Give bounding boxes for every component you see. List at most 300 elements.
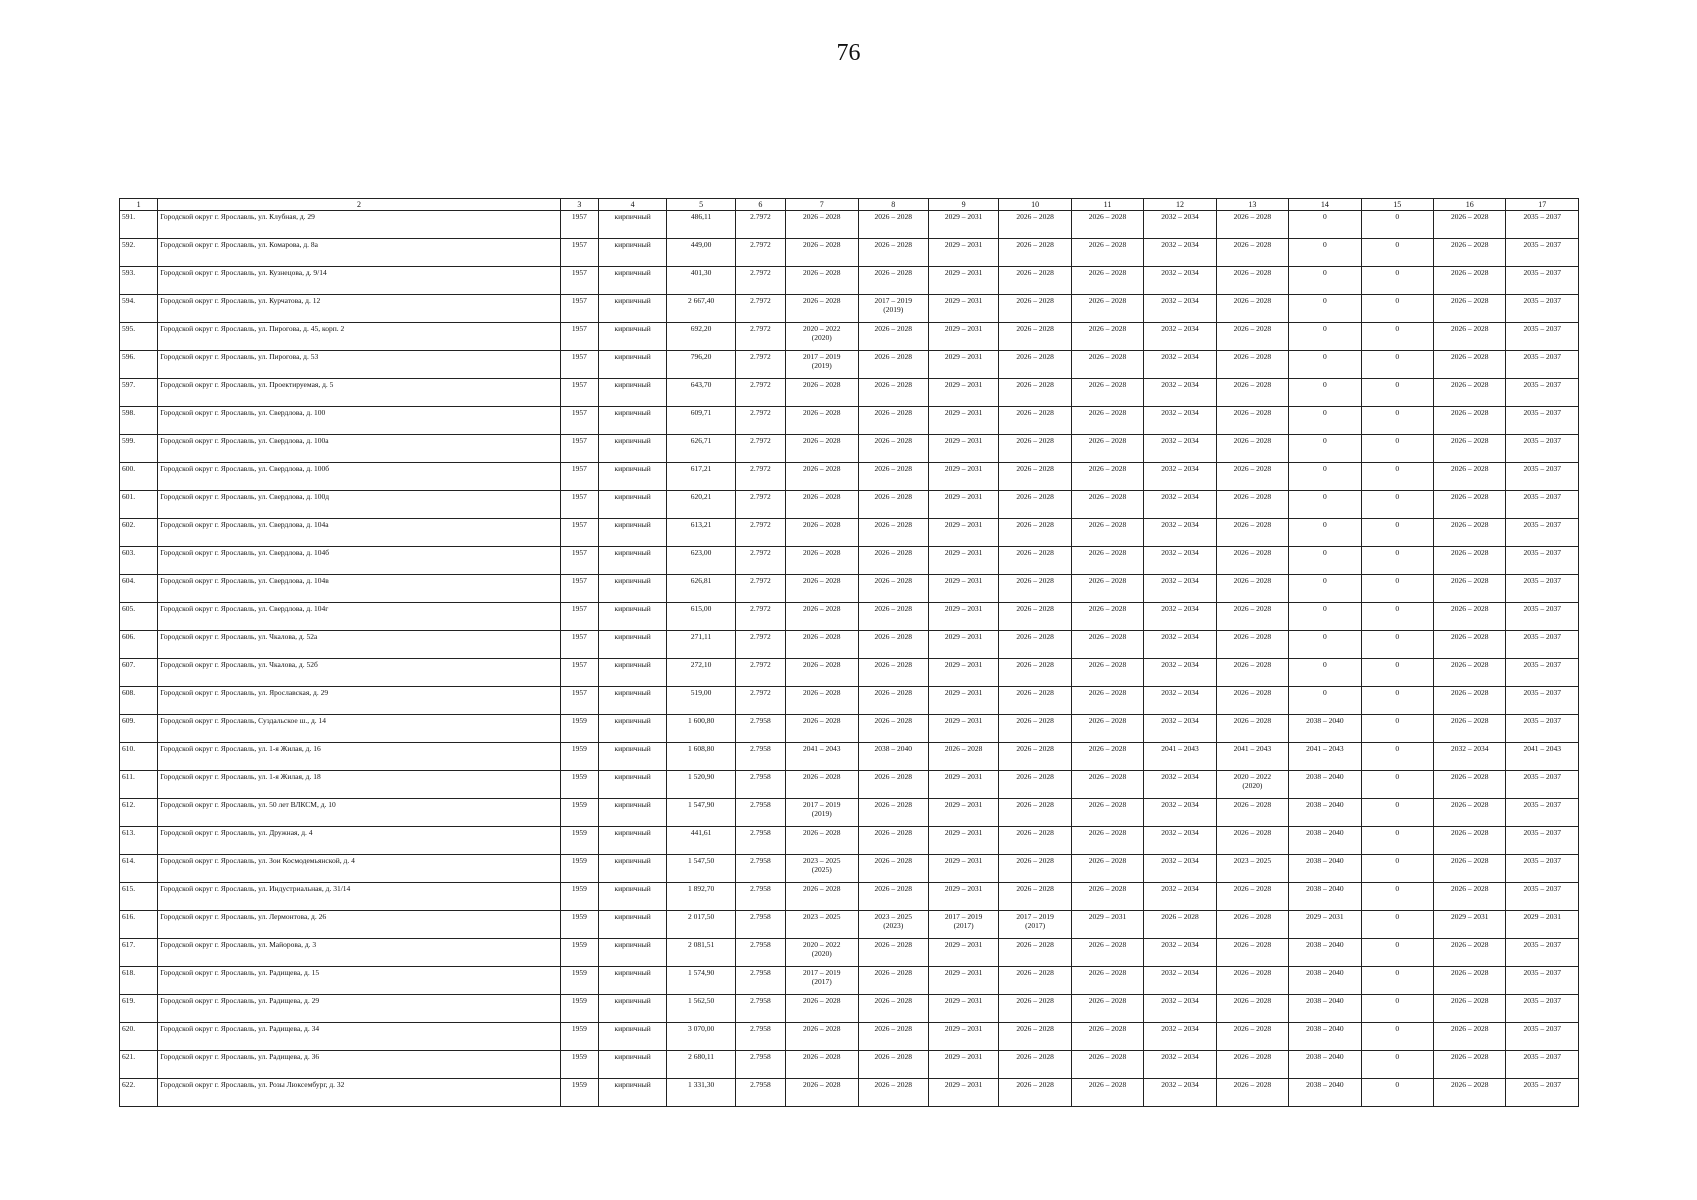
cell-value: 1959 xyxy=(571,828,587,837)
address-cell xyxy=(158,911,560,939)
cell-value: кирпичный xyxy=(614,660,651,669)
col11-cell xyxy=(1071,967,1143,995)
cell-value: 2026 – 2028 xyxy=(803,1080,841,1089)
col8-cell xyxy=(858,715,928,743)
cell-value: 2026 – 2028 xyxy=(1088,324,1127,333)
cell-value: кирпичный xyxy=(614,352,651,361)
cell-value: кирпичный xyxy=(614,408,651,417)
col13-cell xyxy=(1216,855,1288,883)
col16-cell xyxy=(1433,715,1505,743)
cell-value: 2.7972 xyxy=(750,268,771,277)
col11-cell xyxy=(1071,939,1143,967)
area-cell xyxy=(667,379,735,407)
cell-value: 1959 xyxy=(571,800,587,809)
coefficient-cell xyxy=(735,239,785,267)
material-cell xyxy=(598,967,666,995)
address-cell xyxy=(158,547,560,575)
cell-value: 0 xyxy=(1395,884,1400,893)
cell-value: 0 xyxy=(1322,436,1327,445)
col15-cell xyxy=(1361,1023,1433,1051)
address-cell xyxy=(158,379,560,407)
area-cell xyxy=(667,631,735,659)
table-row xyxy=(120,995,1579,1023)
col9-cell xyxy=(928,575,998,603)
col9-cell xyxy=(928,855,998,883)
col13-cell xyxy=(1216,295,1288,323)
cell-value: 2032 – 2034 xyxy=(1161,632,1199,641)
col17-cell xyxy=(1506,1079,1579,1107)
address-cell xyxy=(158,967,560,995)
cell-value: 2 017,50 xyxy=(687,912,715,921)
address-cell xyxy=(158,295,560,323)
cell-value: 593. xyxy=(122,268,136,277)
col10-cell xyxy=(999,771,1071,799)
row-number-cell xyxy=(120,267,158,295)
cell-value: 2035 – 2037 xyxy=(1523,520,1561,529)
col16-cell xyxy=(1433,995,1505,1023)
cell-value: 2026 – 2028 xyxy=(1450,968,1489,977)
cell-value: 2026 – 2028 xyxy=(1450,1024,1489,1033)
cell-value: 0 xyxy=(1395,604,1400,613)
cell-value: 2026 – 2028 xyxy=(1088,268,1127,277)
col10-cell xyxy=(999,687,1071,715)
year-cell xyxy=(560,855,598,883)
col12-cell xyxy=(1144,519,1216,547)
cell-value: 2.7972 xyxy=(750,464,771,473)
coefficient-cell xyxy=(735,855,785,883)
col12-cell xyxy=(1144,687,1216,715)
table-row xyxy=(120,911,1579,939)
cell-value: 2029 – 2031 xyxy=(944,688,983,697)
cell-value: 2026 – 2028 xyxy=(1233,464,1272,473)
cell-value: 519,00 xyxy=(690,688,712,697)
cell-value: 2032 – 2034 xyxy=(1161,576,1199,585)
cell-value: 2026 – 2028 xyxy=(1233,688,1272,697)
cell-value: 2026 – 2028 xyxy=(1450,380,1489,389)
col9-cell xyxy=(928,211,998,239)
cell-value: Городской округ г. Ярославль, ул. 1-я Жилая, д. 16 xyxy=(160,744,321,753)
cell-value: 2026 – 2028 xyxy=(1450,632,1489,641)
cell-value: кирпичный xyxy=(614,632,651,641)
col9-cell xyxy=(928,351,998,379)
material-cell xyxy=(598,407,666,435)
col11-cell xyxy=(1071,463,1143,491)
col16-cell xyxy=(1433,379,1505,407)
cell-value: 622. xyxy=(122,1080,136,1089)
col11-cell xyxy=(1071,351,1143,379)
cell-value: 617,21 xyxy=(690,464,712,473)
col12-cell xyxy=(1144,323,1216,351)
cell-value: 2041 – 2043 xyxy=(1161,744,1199,753)
year-cell xyxy=(560,631,598,659)
cell-value: 623,00 xyxy=(690,548,712,557)
col12-cell xyxy=(1144,211,1216,239)
table-row xyxy=(120,239,1579,267)
cell-value: 2026 – 2028 xyxy=(874,1052,912,1061)
row-number-cell xyxy=(120,435,158,463)
cell-value: 2035 – 2037 xyxy=(1523,1080,1561,1089)
year-cell xyxy=(560,687,598,715)
col16-cell xyxy=(1433,743,1505,771)
col11-cell xyxy=(1071,855,1143,883)
col15-cell xyxy=(1361,575,1433,603)
cell-value: 2026 – 2028 xyxy=(1450,772,1489,781)
cell-value: 0 xyxy=(1395,436,1400,445)
cell-value: 1957 xyxy=(571,436,587,445)
col15-cell xyxy=(1361,995,1433,1023)
material-cell xyxy=(598,659,666,687)
col13-cell xyxy=(1216,1023,1288,1051)
cell-value: 2032 – 2034 xyxy=(1161,688,1199,697)
cell-value: 2026 – 2028 xyxy=(1088,1024,1127,1033)
cell-value: 2026 – 2028 xyxy=(803,296,841,305)
cell-value: 2038 – 2040 xyxy=(1306,800,1344,809)
col7-cell xyxy=(786,519,858,547)
row-number-cell xyxy=(120,239,158,267)
cell-value: 2026 – 2028 xyxy=(1088,464,1127,473)
col7-cell xyxy=(786,323,858,351)
cell-value: 2026 – 2028 xyxy=(1016,212,1054,221)
cell-value: 2026 – 2028 xyxy=(1233,604,1272,613)
col15-cell xyxy=(1361,547,1433,575)
cell-value: Городской округ г. Ярославль, ул. Зои Космодемьянской, д. 4 xyxy=(160,856,355,865)
cell-value: Городской округ г. Ярославль, ул. Клубная, д. 29 xyxy=(160,212,315,221)
cell-value: 2032 – 2034 xyxy=(1161,828,1199,837)
col16-cell xyxy=(1433,463,1505,491)
cell-value: 1 562,50 xyxy=(687,996,715,1005)
col7-cell xyxy=(786,1023,858,1051)
year-cell xyxy=(560,435,598,463)
col12-cell xyxy=(1144,1079,1216,1107)
cell-value: 0 xyxy=(1395,212,1400,221)
col17-cell xyxy=(1506,519,1579,547)
col15-cell xyxy=(1361,491,1433,519)
area-cell xyxy=(667,435,735,463)
col15-cell xyxy=(1361,379,1433,407)
cell-value: 0 xyxy=(1395,1052,1400,1061)
col8-cell xyxy=(858,351,928,379)
col16-cell xyxy=(1433,351,1505,379)
col15-cell xyxy=(1361,939,1433,967)
area-cell xyxy=(667,1023,735,1051)
col8-cell xyxy=(858,1023,928,1051)
col11-cell xyxy=(1071,771,1143,799)
cell-value: 2026 – 2028 xyxy=(1233,520,1272,529)
cell-note: (2019) xyxy=(811,361,832,370)
cell-value: 2026 – 2028 xyxy=(1016,1024,1054,1033)
col15-cell xyxy=(1361,827,1433,855)
cell-value: 2026 – 2028 xyxy=(1450,520,1489,529)
area-cell xyxy=(667,575,735,603)
col16-cell xyxy=(1433,1079,1505,1107)
cell-value: 0 xyxy=(1322,380,1327,389)
col10-cell xyxy=(999,1023,1071,1051)
cell-value: 594. xyxy=(122,296,136,305)
col7-cell xyxy=(786,435,858,463)
table-row xyxy=(120,1051,1579,1079)
cell-value: 2032 – 2034 xyxy=(1161,968,1199,977)
address-cell xyxy=(158,323,560,351)
col8-cell xyxy=(858,659,928,687)
cell-value: 2035 – 2037 xyxy=(1523,240,1561,249)
year-cell xyxy=(560,491,598,519)
col9-cell xyxy=(928,659,998,687)
cell-value: 2038 – 2040 xyxy=(1306,856,1344,865)
cell-value: 2026 – 2028 xyxy=(1450,856,1489,865)
cell-value: 2026 – 2028 xyxy=(1016,996,1054,1005)
col9-cell xyxy=(928,799,998,827)
col16-cell xyxy=(1433,239,1505,267)
row-number-cell xyxy=(120,519,158,547)
column-number-cell: 8 xyxy=(858,199,928,211)
cell-value: 1957 xyxy=(571,632,587,641)
col17-cell xyxy=(1506,491,1579,519)
col17-cell xyxy=(1506,883,1579,911)
row-number-cell xyxy=(120,351,158,379)
cell-value: 0 xyxy=(1322,632,1327,641)
col16-cell xyxy=(1433,267,1505,295)
cell-value: 2026 – 2028 xyxy=(1450,828,1489,837)
col15-cell xyxy=(1361,631,1433,659)
cell-value: 2026 – 2028 xyxy=(1016,324,1054,333)
coefficient-cell xyxy=(735,547,785,575)
col15-cell xyxy=(1361,239,1433,267)
cell-value: кирпичный xyxy=(614,296,651,305)
col7-cell xyxy=(786,211,858,239)
cell-value: 2032 – 2034 xyxy=(1161,940,1199,949)
col9-cell xyxy=(928,743,998,771)
cell-value: 2026 – 2028 xyxy=(1016,492,1054,501)
col13-cell xyxy=(1216,631,1288,659)
col8-cell xyxy=(858,295,928,323)
cell-value: 2029 – 2031 xyxy=(944,436,983,445)
col15-cell xyxy=(1361,267,1433,295)
col10-cell xyxy=(999,827,1071,855)
cell-value: 0 xyxy=(1395,520,1400,529)
col12-cell xyxy=(1144,939,1216,967)
col12-cell xyxy=(1144,715,1216,743)
cell-value: 2029 – 2031 xyxy=(1306,912,1344,921)
material-cell xyxy=(598,351,666,379)
col11-cell xyxy=(1071,743,1143,771)
coefficient-cell xyxy=(735,687,785,715)
col7-cell xyxy=(786,351,858,379)
col13-cell xyxy=(1216,603,1288,631)
cell-value: 2026 – 2028 xyxy=(1450,352,1489,361)
cell-value: 2035 – 2037 xyxy=(1523,324,1561,333)
cell-value: 2026 – 2028 xyxy=(874,352,912,361)
cell-value: 2026 – 2028 xyxy=(1088,800,1127,809)
cell-value: 2026 – 2028 xyxy=(1088,688,1127,697)
col7-cell xyxy=(786,407,858,435)
col16-cell xyxy=(1433,659,1505,687)
cell-value: 2032 – 2034 xyxy=(1161,520,1199,529)
cell-value: 613,21 xyxy=(690,520,712,529)
col10-cell xyxy=(999,211,1071,239)
col16-cell xyxy=(1433,827,1505,855)
cell-value: 2032 – 2034 xyxy=(1450,744,1489,753)
row-number-cell xyxy=(120,295,158,323)
col15-cell xyxy=(1361,323,1433,351)
col7-cell xyxy=(786,939,858,967)
cell-note: (2020) xyxy=(811,949,832,958)
cell-value: 603. xyxy=(122,548,136,557)
cell-value: 2026 – 2028 xyxy=(1016,884,1054,893)
cell-value: 2026 – 2028 xyxy=(1233,296,1272,305)
cell-value: кирпичный xyxy=(614,548,651,557)
cell-value: 0 xyxy=(1322,212,1327,221)
cell-value: 2.7972 xyxy=(750,212,771,221)
col10-cell xyxy=(999,239,1071,267)
col7-cell xyxy=(786,715,858,743)
col13-cell xyxy=(1216,715,1288,743)
cell-value: 2026 – 2028 xyxy=(1450,1080,1489,1089)
cell-value: 1957 xyxy=(571,268,587,277)
cell-value: 2026 – 2028 xyxy=(1088,772,1127,781)
cell-value: 2029 – 2031 xyxy=(944,884,983,893)
col8-cell xyxy=(858,211,928,239)
col14-cell xyxy=(1289,211,1361,239)
coefficient-cell xyxy=(735,603,785,631)
material-cell xyxy=(598,603,666,631)
cell-value: 2035 – 2037 xyxy=(1523,296,1561,305)
col13-cell xyxy=(1216,771,1288,799)
cell-value: 0 xyxy=(1395,716,1400,725)
col16-cell xyxy=(1433,855,1505,883)
cell-value: 2032 – 2034 xyxy=(1161,436,1199,445)
cell-value: 2017 – 2019 xyxy=(944,912,983,921)
column-number-cell: 12 xyxy=(1144,199,1216,211)
cell-value: кирпичный xyxy=(614,772,651,781)
cell-value: 2026 – 2028 xyxy=(1016,464,1054,473)
cell-value: 2032 – 2034 xyxy=(1161,884,1199,893)
col12-cell xyxy=(1144,995,1216,1023)
cell-value: Городской округ г. Ярославль, ул. Лермонтова, д. 26 xyxy=(160,912,327,921)
col9-cell xyxy=(928,967,998,995)
col14-cell xyxy=(1289,295,1361,323)
cell-value: 2035 – 2037 xyxy=(1523,492,1561,501)
address-cell xyxy=(158,715,560,743)
cell-value: 2029 – 2031 xyxy=(944,1080,983,1089)
col10-cell xyxy=(999,463,1071,491)
col15-cell xyxy=(1361,435,1433,463)
cell-value: 2035 – 2037 xyxy=(1523,212,1561,221)
cell-value: 2026 – 2028 xyxy=(1088,576,1127,585)
area-cell xyxy=(667,995,735,1023)
area-cell xyxy=(667,295,735,323)
cell-value: 620,21 xyxy=(690,492,712,501)
cell-value: 1 600,80 xyxy=(687,716,715,725)
coefficient-cell xyxy=(735,575,785,603)
col11-cell xyxy=(1071,603,1143,631)
cell-value: 2.7972 xyxy=(750,380,771,389)
area-cell xyxy=(667,323,735,351)
cell-value: 621. xyxy=(122,1052,136,1061)
column-number-cell: 2 xyxy=(158,199,560,211)
table-row xyxy=(120,435,1579,463)
area-cell xyxy=(667,463,735,491)
cell-value: 2.7972 xyxy=(750,632,771,641)
cell-value: 626,81 xyxy=(690,576,712,585)
col15-cell xyxy=(1361,659,1433,687)
year-cell xyxy=(560,883,598,911)
address-cell xyxy=(158,799,560,827)
cell-value: 0 xyxy=(1322,548,1327,557)
row-number-cell xyxy=(120,547,158,575)
cell-value: кирпичный xyxy=(614,828,651,837)
cell-value: 2035 – 2037 xyxy=(1523,1024,1561,1033)
cell-value: 2029 – 2031 xyxy=(944,548,983,557)
col13-cell xyxy=(1216,967,1288,995)
cell-value: 2029 – 2031 xyxy=(944,772,983,781)
material-cell xyxy=(598,491,666,519)
cell-value: 2029 – 2031 xyxy=(944,380,983,389)
cell-value: 2026 – 2028 xyxy=(1450,324,1489,333)
cell-value: 1957 xyxy=(571,240,587,249)
column-number-cell: 15 xyxy=(1361,199,1433,211)
cell-value: 2026 – 2028 xyxy=(1233,240,1272,249)
cell-value: 2026 – 2028 xyxy=(1088,352,1127,361)
col8-cell xyxy=(858,743,928,771)
cell-value: 2.7958 xyxy=(750,744,771,753)
col14-cell xyxy=(1289,603,1361,631)
col17-cell xyxy=(1506,855,1579,883)
cell-value: 2.7958 xyxy=(750,1024,771,1033)
col14-cell xyxy=(1289,519,1361,547)
col9-cell xyxy=(928,1023,998,1051)
cell-value: 615. xyxy=(122,884,136,893)
cell-value: 2017 – 2019 xyxy=(1016,912,1054,921)
cell-value: 2026 – 2028 xyxy=(874,940,912,949)
cell-value: 619. xyxy=(122,996,136,1005)
cell-value: кирпичный xyxy=(614,492,651,501)
cell-value: 614. xyxy=(122,856,136,865)
col13-cell xyxy=(1216,323,1288,351)
cell-value: 2035 – 2037 xyxy=(1523,856,1561,865)
cell-value: 2026 – 2028 xyxy=(1016,408,1054,417)
cell-value: 2032 – 2034 xyxy=(1161,492,1199,501)
cell-value: 620. xyxy=(122,1024,136,1033)
address-cell xyxy=(158,827,560,855)
cell-value: 2026 – 2028 xyxy=(1233,1024,1272,1033)
cell-value: 2029 – 2031 xyxy=(944,520,983,529)
cell-value: 2035 – 2037 xyxy=(1523,268,1561,277)
address-cell xyxy=(158,239,560,267)
col8-cell xyxy=(858,323,928,351)
cell-value: 2032 – 2034 xyxy=(1161,660,1199,669)
col12-cell xyxy=(1144,799,1216,827)
col9-cell xyxy=(928,491,998,519)
cell-value: 0 xyxy=(1322,576,1327,585)
year-cell xyxy=(560,295,598,323)
cell-value: 2.7958 xyxy=(750,856,771,865)
col10-cell xyxy=(999,939,1071,967)
cell-value: 2035 – 2037 xyxy=(1523,800,1561,809)
cell-value: 1957 xyxy=(571,408,587,417)
material-cell xyxy=(598,939,666,967)
col15-cell xyxy=(1361,519,1433,547)
cell-value: 2029 – 2031 xyxy=(944,268,983,277)
col10-cell xyxy=(999,967,1071,995)
row-number-cell xyxy=(120,659,158,687)
cell-value: 2026 – 2028 xyxy=(874,632,912,641)
col14-cell xyxy=(1289,267,1361,295)
col14-cell xyxy=(1289,351,1361,379)
cell-value: кирпичный xyxy=(614,716,651,725)
col9-cell xyxy=(928,463,998,491)
cell-value: 2038 – 2040 xyxy=(1306,772,1344,781)
col9-cell xyxy=(928,435,998,463)
